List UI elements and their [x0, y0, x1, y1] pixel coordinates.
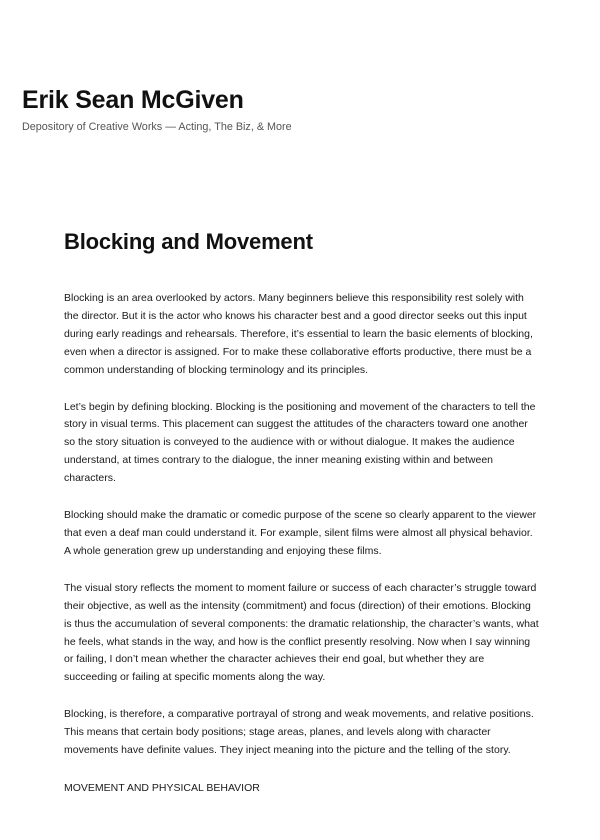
- article-paragraph: Blocking should make the dramatic or comedic purpose of the scene so clearly apparent to the viewer that even a deaf man could understand it. For example, silent films were almost all physical behavior. A whole generation grew up understanding and enjoying these films.: [64, 509, 537, 557]
- site-title[interactable]: Erik Sean McGiven: [22, 86, 244, 114]
- site-header: [22, 86, 578, 134]
- article-paragraph: Let’s begin by defining blocking. Blocking is the positioning and movement of the characters to tell the story in visual terms. This placement can suggest the attitudes of the characters toward one another so the story situation is conveyed to the audience with or without dialogue. It makes the audience understand, at times contrary to the dialogue, the inner meaning existing within and between characters.: [64, 400, 536, 485]
- article-paragraph: The visual story reflects the moment to moment failure or success of each character’s struggle toward their objective, as well as the intensity (commitment) and focus (direction) of their emotions. Blocking is thus the accumulation of several components: the dramatic relationship, the character’s wants, what he feels, what stands in the way, and how is the conflict presently resolving. Now when I say winning or failing, I don’t mean whether the character achieves their end goal, but whether they are succeeding or failing at specific moments along the way.: [64, 581, 539, 684]
- article-paragraph: Blocking is an area overlooked by actors. Many beginners believe this responsibility rest solely with the director. But it is the actor who knows his character best and a good director seeks out this input during early readings and rehearsals. Therefore, it’s essential to learn the basic elements of blocking, even when a director is assigned. For to make these collaborative efforts productive, there must be a common understanding of blocking terminology and its principles.: [64, 292, 533, 376]
- section-heading: MOVEMENT AND PHYSICAL BEHAVIOR: [64, 781, 260, 794]
- article: [64, 228, 540, 797]
- article-title: Blocking and Movement: [64, 229, 313, 254]
- article-body: [64, 290, 540, 797]
- site-tagline: Depository of Creative Works — Acting, The Biz, & More: [22, 121, 292, 133]
- article-paragraph: Blocking, is therefore, a comparative portrayal of strong and weak movements, and relative positions. This means that certain body positions; stage areas, planes, and levels along with character movements have definite values. They inject meaning into the picture and the telling of the story.: [64, 708, 534, 757]
